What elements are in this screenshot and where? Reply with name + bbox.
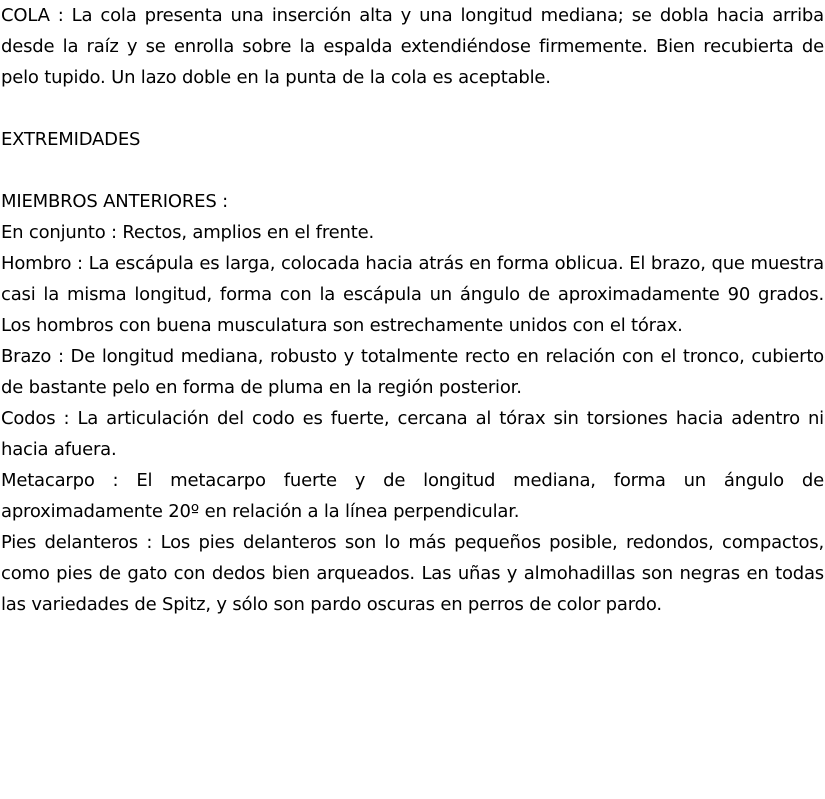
paragraph-brazo: Brazo : De longitud mediana, robusto y totalmente recto en relación con el tronco, cubierto de bastante pelo en forma de pluma en la región posterior. [1,346,824,398]
document-body [1,0,824,620]
section-heading-extremidades: EXTREMIDADES [1,129,141,150]
paragraph-cola: COLA : La cola presenta una inserción alta y una longitud mediana; se dobla hacia arriba desde la raíz y se enrolla sobre la espalda extendiéndose firmemente. Bien recubierta de pelo tupido. Un lazo doble en la punta de la cola es aceptable. [1,5,824,88]
spacer [1,155,824,186]
subsection-heading-miembros-anteriores: MIEMBROS ANTERIORES : [1,191,228,212]
paragraph-hombro: Hombro : La escápula es larga, colocada hacia atrás en forma oblicua. El brazo, que muestra casi la misma longitud, forma con la escápula un ángulo de aproximadamente 90 grados. Los hombros con buena musculatura son estrechamente unidos con el tórax. [1,253,824,336]
paragraph-codos: Codos : La articulación del codo es fuerte, cercana al tórax sin torsiones hacia adentro ni hacia afuera. [1,408,824,460]
paragraph-en-conjunto: En conjunto : Rectos, amplios en el frente. [1,222,374,243]
paragraph-metacarpo: Metacarpo : El metacarpo fuerte y de longitud mediana, forma un ángulo de aproximadamente 20º en relación a la línea perpendicular. [1,470,824,522]
spacer [1,93,824,124]
paragraph-pies-delanteros: Pies delanteros : Los pies delanteros son lo más pequeños posible, redondos, compactos, como pies de gato con dedos bien arqueados. Las uñas y almohadillas son negras en todas las variedades de Spitz, y sólo son pardo oscuras en perros de color pardo. [1,532,824,615]
